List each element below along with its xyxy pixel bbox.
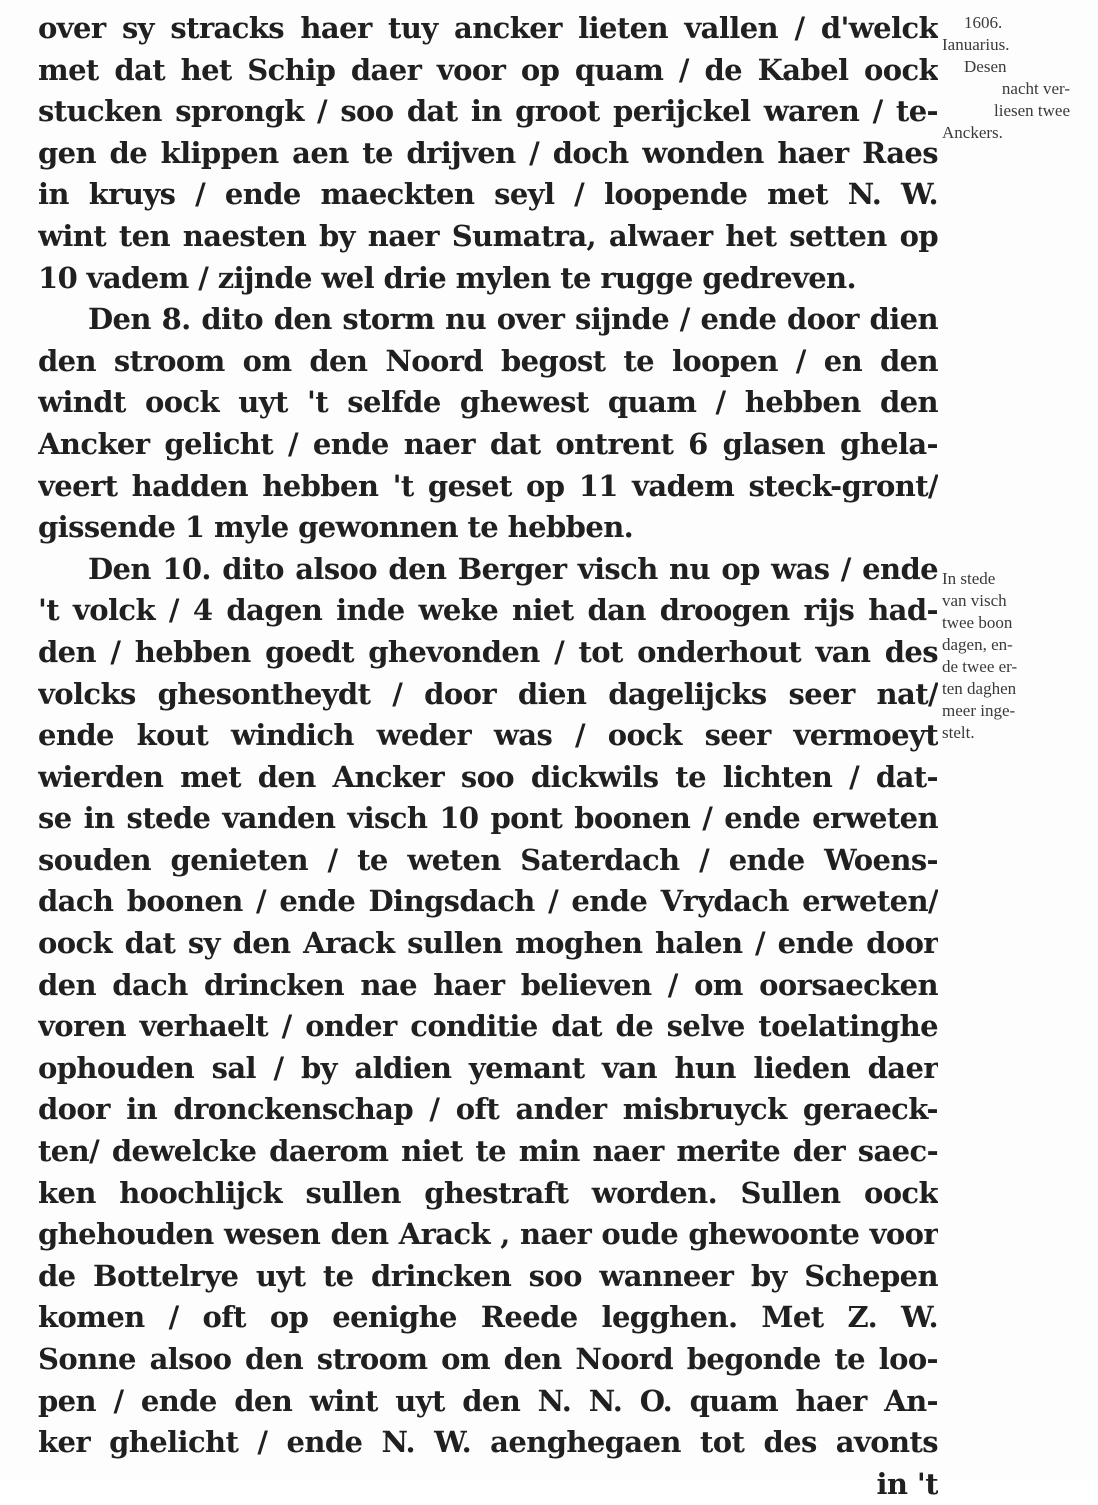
margin-note-line: In stede	[942, 569, 996, 588]
main-text-column	[38, 8, 938, 1505]
text-line: Sonne alsoo den stroom om den Noord begonde te loo-	[38, 1342, 938, 1376]
margin-note-rations	[942, 568, 1092, 744]
text-line: in kruys / ende maeckten seyl / loopende met N. W.	[38, 177, 938, 212]
margin-note-line: de twee er-	[942, 657, 1018, 676]
text-line: volcks ghesontheydt / door dien dagelijcks seer nat/	[38, 676, 938, 711]
text-line: 10 vadem / zijnde wel drie mylen te rugge gedreven.	[38, 260, 857, 295]
text-line: ghehouden wesen den Arack , naer oude ghewoonte voor	[38, 1217, 938, 1252]
margin-note-line: nacht ver-	[1001, 79, 1070, 98]
margin-note-line: ten daghen	[942, 679, 1017, 698]
margin-note-line: dagen, en-	[942, 635, 1013, 654]
margin-note-line: stelt.	[942, 723, 975, 742]
text-line: veert hadden hebben 't geset op 11 vadem steck-gront/	[38, 468, 938, 503]
text-line: ophouden sal / by aldien yemant van hun lieden daer	[38, 1050, 938, 1085]
text-line: gen de klippen aen te drijven / doch wonden haer Raes	[38, 135, 938, 170]
margin-note-line: van visch	[942, 591, 1007, 610]
text-line: ken hoochlijck sullen ghestraft worden. Sullen oock	[38, 1175, 938, 1210]
text-line: voren verhaelt / onder conditie dat de selve toelatinghe	[38, 1009, 938, 1044]
text-line: den / hebben goedt ghevonden / tot onderhout van des	[38, 634, 938, 669]
text-line: windt oock uyt 't selfde ghewest quam / hebben den	[38, 385, 938, 420]
text-line: Ancker gelicht / ende naer dat ontrent 6 glasen ghela-	[38, 426, 938, 461]
text-line: wint ten naesten by naer Sumatra, alwaer het setten op	[38, 218, 938, 253]
text-line: de Bottelrye uyt te drincken soo wanneer by Schepen	[38, 1258, 938, 1293]
text-line: den dach drincken nae haer believen / om oorsaecken	[38, 967, 938, 1002]
text-line: 't volck / 4 dagen inde weke niet dan droogen rijs had-	[38, 593, 938, 628]
margin-note-line: meer inge-	[942, 701, 1016, 720]
text-line: wierden met den Ancker soo dickwils te lichten / dat-	[38, 759, 938, 794]
text-line: den stroom om den Noord begost te loopen / en den	[38, 343, 938, 378]
text-line: ten/ dewelcke daerom niet te min naer merite der saec-	[38, 1134, 938, 1169]
margin-note-date	[942, 12, 1092, 144]
text-line: door in dronckenschap / oft ander misbruyck geraeck-	[38, 1092, 938, 1127]
text-line: pen / ende den wint uyt den N. N. O. quam haer An-	[38, 1383, 938, 1418]
text-line: komen / oft op eenighe Reede legghen. Met Z. W.	[38, 1300, 938, 1335]
text-line: ende kout windich weder was / oock seer vermoeyt	[38, 718, 938, 753]
text-line: se in stede vanden visch 10 pont boonen / ende erweten	[38, 801, 938, 836]
text-line: dach boonen / ende Dingsdach / ende Vrydach erweten/	[38, 884, 938, 919]
margin-note-line: Anckers.	[942, 123, 1003, 142]
catchword: in 't	[876, 1466, 938, 1501]
text-line: Den 8. dito den storm nu over sijnde / ende door dien	[88, 302, 938, 337]
margin-note-line: 1606.	[964, 13, 1003, 32]
text-line: Den 10. dito alsoo den Berger visch nu op was / ende	[88, 551, 938, 586]
text-line: gissende 1 myle gewonnen te hebben.	[38, 510, 634, 545]
margin-note-line: Ianuarius.	[942, 35, 1010, 54]
margin-note-line: Desen	[964, 57, 1007, 76]
margin-note-line: twee boon	[942, 613, 1013, 632]
text-line: stucken sprongk / soo dat in groot perijckel waren / te-	[38, 94, 938, 129]
text-line: ker ghelicht / ende N. W. aenghegaen tot des avonts	[38, 1425, 938, 1460]
text-line: over sy stracks haer tuy ancker lieten vallen / d'welck	[38, 11, 938, 45]
text-line: met dat het Schip daer voor op quam / de Kabel oock	[38, 52, 938, 87]
text-line: souden genieten / te weten Saterdach / ende Woens-	[38, 842, 938, 877]
text-line: oock dat sy den Arack sullen moghen halen / ende door	[38, 926, 938, 961]
margin-note-line: liesen twee	[994, 101, 1070, 120]
